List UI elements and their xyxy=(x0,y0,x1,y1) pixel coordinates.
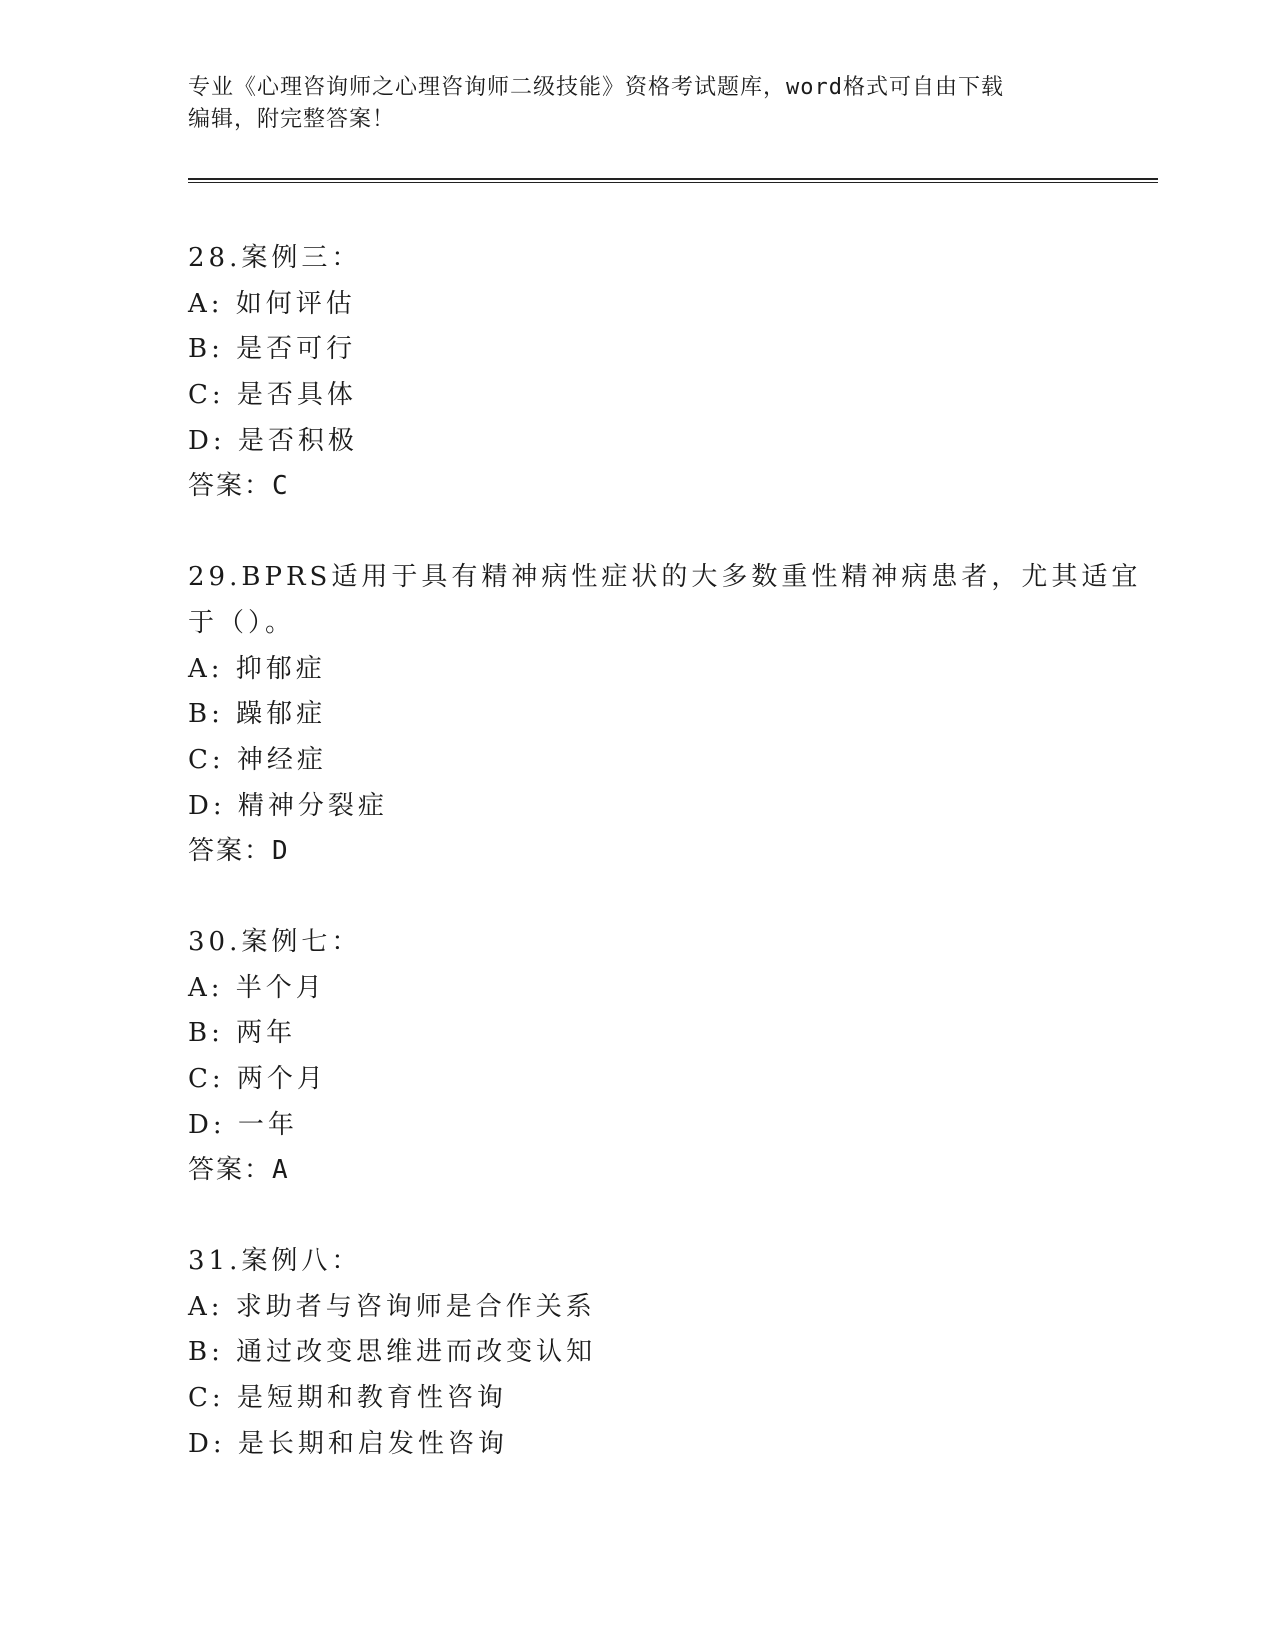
header-line-2: 编辑，附完整答案！ xyxy=(188,107,396,132)
option-c: C: 是否具体 xyxy=(188,380,357,411)
question-stem: 30.案例七： xyxy=(188,926,362,957)
option-a: A: 求助者与咨询师是合作关系 xyxy=(188,1291,596,1322)
question-list xyxy=(188,236,1142,1513)
question-stem-continued: 于（）。 xyxy=(188,607,296,638)
option-a: A: 如何评估 xyxy=(188,288,356,319)
option-b: B: 两年 xyxy=(188,1018,297,1049)
option-c: C: 神经症 xyxy=(188,744,327,775)
answer-value: A xyxy=(272,1155,288,1186)
option-d: D: 精神分裂症 xyxy=(188,790,388,821)
question-stem: 29.BPRS适用于具有精神病性症状的大多数重性精神病患者，尤其适宜 xyxy=(188,562,1142,593)
header-divider xyxy=(188,178,1158,183)
option-c: C: 两个月 xyxy=(188,1064,327,1094)
answer-value: C xyxy=(272,471,288,502)
document-header xyxy=(188,72,1068,136)
question-31 xyxy=(188,1239,1088,1467)
option-b: B: 是否可行 xyxy=(188,334,357,365)
option-a: A: 半个月 xyxy=(188,972,326,1003)
answer-label: 答案： xyxy=(188,471,273,502)
option-d: D: 一年 xyxy=(188,1109,298,1140)
question-29 xyxy=(188,555,1142,875)
answer-label: 答案： xyxy=(188,1155,273,1186)
option-d: D: 是否积极 xyxy=(188,425,358,456)
option-b: B: 躁郁症 xyxy=(188,699,327,730)
answer-value: D xyxy=(272,836,288,867)
question-28 xyxy=(188,236,1088,510)
question-stem: 31.案例八： xyxy=(188,1246,362,1277)
answer-line xyxy=(188,464,1088,510)
option-a: A: 抑郁症 xyxy=(188,653,326,684)
option-c: C: 是短期和教育性咨询 xyxy=(188,1383,507,1414)
header-line-1: 专业《心理咨询师之心理咨询师二级技能》资格考试题库，word格式可自由下载 xyxy=(188,75,1004,100)
option-d: D: 是长期和启发性咨询 xyxy=(188,1428,508,1459)
option-b: B: 通过改变思维进而改变认知 xyxy=(188,1337,597,1368)
answer-line xyxy=(188,829,1088,875)
answer-label: 答案： xyxy=(188,836,273,867)
answer-line xyxy=(188,1148,1088,1194)
question-30 xyxy=(188,920,1088,1194)
question-stem: 28.案例三： xyxy=(188,243,362,273)
